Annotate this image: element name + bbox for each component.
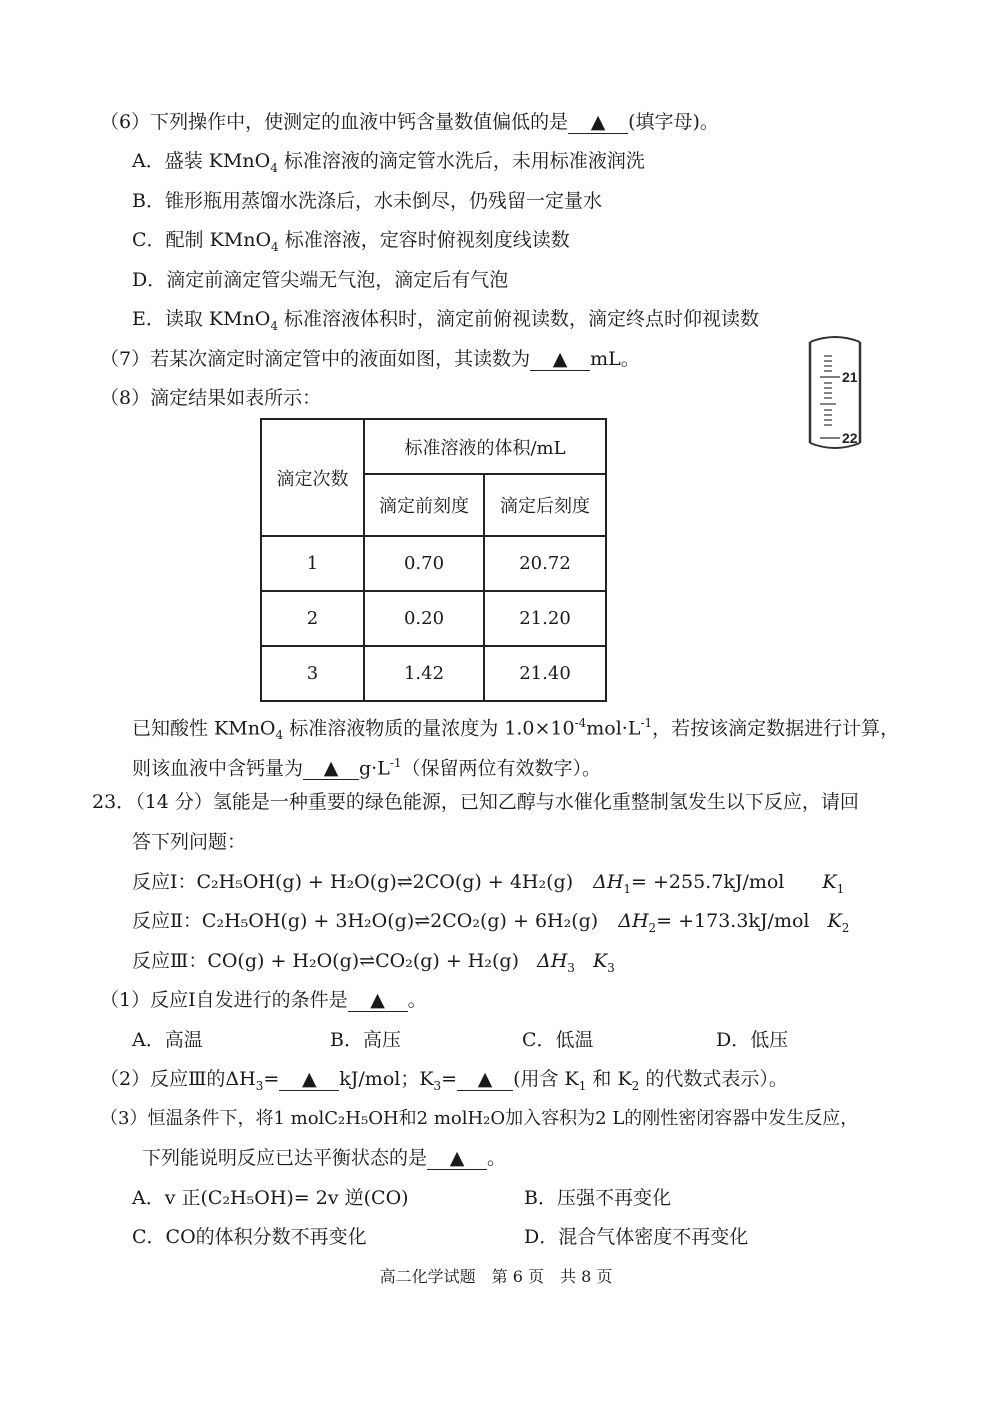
stem-text: 和 K	[586, 1068, 632, 1090]
cell-before: 1.42	[364, 646, 484, 701]
reaction-2	[132, 908, 849, 941]
header-after: 滴定后刻度	[484, 474, 606, 536]
q23-3-option-d: D．混合气体密度不再变化	[524, 1226, 749, 1248]
q23-1-option-b: B．高压	[330, 1029, 401, 1051]
delta-h: ΔH	[537, 950, 568, 972]
q23-3-stem: （3）恒温条件下，将1 molC₂H₅OH和2 molH₂O加入容积为2 L的刚性密闭容器中发生反应，	[100, 1108, 859, 1129]
cell-after: 21.40	[484, 646, 606, 701]
page-footer: 高二化学试题 第 6 页 共 8 页	[379, 1267, 613, 1286]
known-text: ，若按该滴定数据进行计算，	[652, 717, 900, 740]
stem-tail: 的代数式表示）。	[639, 1068, 788, 1090]
subscript: 4	[270, 318, 279, 333]
ask-tail: 。	[487, 1147, 507, 1169]
cell-before: 0.70	[364, 536, 484, 591]
burette-top-meniscus	[810, 337, 860, 342]
subscript: 1	[836, 881, 845, 896]
answer-blank: ▲	[348, 989, 408, 1012]
answer-blank: ▲	[427, 1147, 487, 1170]
option-tail: 标准溶液，定容时俯视刻度线读数	[278, 229, 570, 251]
k-symbol: K	[827, 910, 842, 932]
subscript: 3	[607, 960, 615, 975]
stem-text: kJ/mol；K	[339, 1068, 434, 1090]
known-text: mol·L	[586, 717, 641, 740]
cell-after: 21.20	[484, 591, 606, 646]
q22-8-known	[132, 710, 899, 748]
q22-6-option-c	[132, 227, 570, 260]
subscript: 3	[567, 960, 575, 975]
subscript: 1	[623, 881, 632, 896]
equation: 反应Ⅲ：CO(g) + H₂O(g)⇌CO₂(g) + H₂(g)	[132, 950, 519, 972]
superscript: -1	[640, 716, 653, 730]
subscript: 4	[271, 239, 279, 254]
table-row	[261, 646, 606, 701]
intro-text: （14 分）氢能是一种重要的绿色能源，已知乙醇与水催化重整制氢发生以下反应，请回	[135, 791, 859, 813]
ask-text: 则该血液中含钙量为	[132, 757, 304, 780]
stem-text: （2）反应Ⅲ的ΔH	[100, 1068, 256, 1090]
question-number: 23．	[92, 791, 136, 813]
table-header-row	[261, 419, 606, 474]
q22-8-ask	[132, 750, 601, 781]
cell-before: 0.20	[364, 591, 484, 646]
burette-diagram	[800, 330, 870, 455]
superscript: -1	[389, 756, 402, 770]
subscript: 2	[648, 920, 657, 935]
cell-after: 20.72	[484, 536, 606, 591]
answer-blank: ▲	[279, 1068, 339, 1091]
q23-intro	[92, 789, 859, 815]
unit-text: g·L	[359, 757, 390, 780]
ask-text: 下列能说明反应已达平衡状态的是	[142, 1147, 428, 1169]
k-symbol: K	[592, 950, 608, 972]
subscript: 4	[275, 728, 284, 743]
stem-tail: 。	[407, 989, 427, 1011]
stem-text: （1）反应Ⅰ自发进行的条件是	[100, 989, 348, 1011]
ask-tail: （保留两位有效数字）。	[401, 757, 602, 780]
q23-intro-cont: 答下列问题：	[132, 831, 247, 853]
reaction-1	[132, 869, 844, 902]
answer-blank: ▲	[568, 111, 628, 134]
answer-blank: ▲	[530, 348, 590, 371]
subscript: 1	[578, 1078, 587, 1093]
cell-count: 1	[261, 536, 364, 591]
cell-count: 3	[261, 646, 364, 701]
answer-blank: ▲	[303, 757, 359, 780]
q22-6-option-e	[132, 306, 759, 339]
stem-text: （7）若某次滴定时滴定管中的液面如图，其读数为	[100, 348, 531, 370]
delta-h-value: = +173.3kJ/mol	[656, 910, 810, 932]
q23-3-ask	[142, 1145, 506, 1171]
header-volume: 标准溶液的体积/mL	[364, 419, 606, 474]
q22-6-option-a	[132, 148, 645, 181]
table-row	[261, 591, 606, 646]
q22-6-stem	[100, 109, 719, 135]
q23-2-stem	[100, 1066, 788, 1099]
superscript: -4	[574, 716, 587, 730]
q22-7-stem	[100, 346, 640, 372]
titration-table	[260, 418, 607, 702]
equals: =	[441, 1068, 458, 1090]
option-tail: 标准溶液体积时，滴定前俯视读数，滴定终点时仰视读数	[278, 308, 760, 330]
known-text: 标准溶液物质的量浓度为 1.0×10	[283, 717, 575, 740]
equation: 反应Ⅰ：C₂H₅OH(g) + H₂O(g)⇌2CO(g) + 4H₂(g)	[132, 871, 574, 893]
subscript: 3	[255, 1078, 264, 1093]
burette-ticks	[820, 356, 840, 438]
q23-1-option-d: D．低压	[716, 1029, 789, 1051]
q23-1-option-c: C．低温	[522, 1029, 594, 1051]
burette-mark-22: 22	[842, 430, 858, 446]
subscript: 2	[631, 1078, 640, 1093]
option-text: A．盛装 KMnO	[132, 150, 271, 172]
delta-h-value: = +255.7kJ/mol	[631, 871, 785, 893]
burette-mark-21: 21	[842, 369, 858, 385]
q22-6-option-b: B．锥形瓶用蒸馏水洗涤后，水未倒尽，仍残留一定量水	[132, 190, 602, 212]
k-symbol: K	[822, 871, 837, 893]
equals: =	[263, 1068, 280, 1090]
reaction-3	[132, 948, 615, 981]
subscript: 4	[270, 160, 278, 175]
known-text: 已知酸性 KMnO	[132, 717, 276, 740]
cell-count: 2	[261, 591, 364, 646]
q23-3-option-b: B．压强不再变化	[524, 1187, 671, 1209]
q23-3-option-c: C．CO的体积分数不再变化	[132, 1226, 367, 1248]
delta-h: ΔH	[593, 871, 624, 893]
stem-text: (用含 K	[513, 1068, 579, 1090]
option-text: C．配制 KMnO	[132, 229, 272, 251]
header-count: 滴定次数	[261, 419, 364, 536]
q23-1-option-a: A．高温	[132, 1029, 203, 1051]
subscript: 2	[841, 920, 850, 935]
stem-tail: (填字母)。	[628, 111, 719, 133]
option-tail: 标准溶液的滴定管水洗后，未用标准液润洗	[277, 150, 645, 172]
option-text: E．读取 KMnO	[132, 308, 271, 330]
stem-text: （6）下列操作中，使测定的血液中钙含量数值偏低的是	[100, 111, 569, 133]
q22-8-stem: （8）滴定结果如表所示：	[100, 387, 322, 409]
equation: 反应Ⅱ：C₂H₅OH(g) + 3H₂O(g)⇌2CO₂(g) + 6H₂(g)	[132, 910, 599, 932]
answer-blank: ▲	[457, 1068, 513, 1091]
header-before: 滴定前刻度	[364, 474, 484, 536]
table-row	[261, 536, 606, 591]
q22-6-option-d: D．滴定前滴定管尖端无气泡，滴定后有气泡	[132, 269, 509, 291]
delta-h: ΔH	[618, 910, 649, 932]
q23-1-stem	[100, 987, 427, 1013]
q23-3-option-a: A．v 正(C₂H₅OH)= 2v 逆(CO)	[132, 1187, 409, 1209]
subscript: 3	[433, 1078, 442, 1093]
stem-tail: mL。	[590, 348, 640, 370]
